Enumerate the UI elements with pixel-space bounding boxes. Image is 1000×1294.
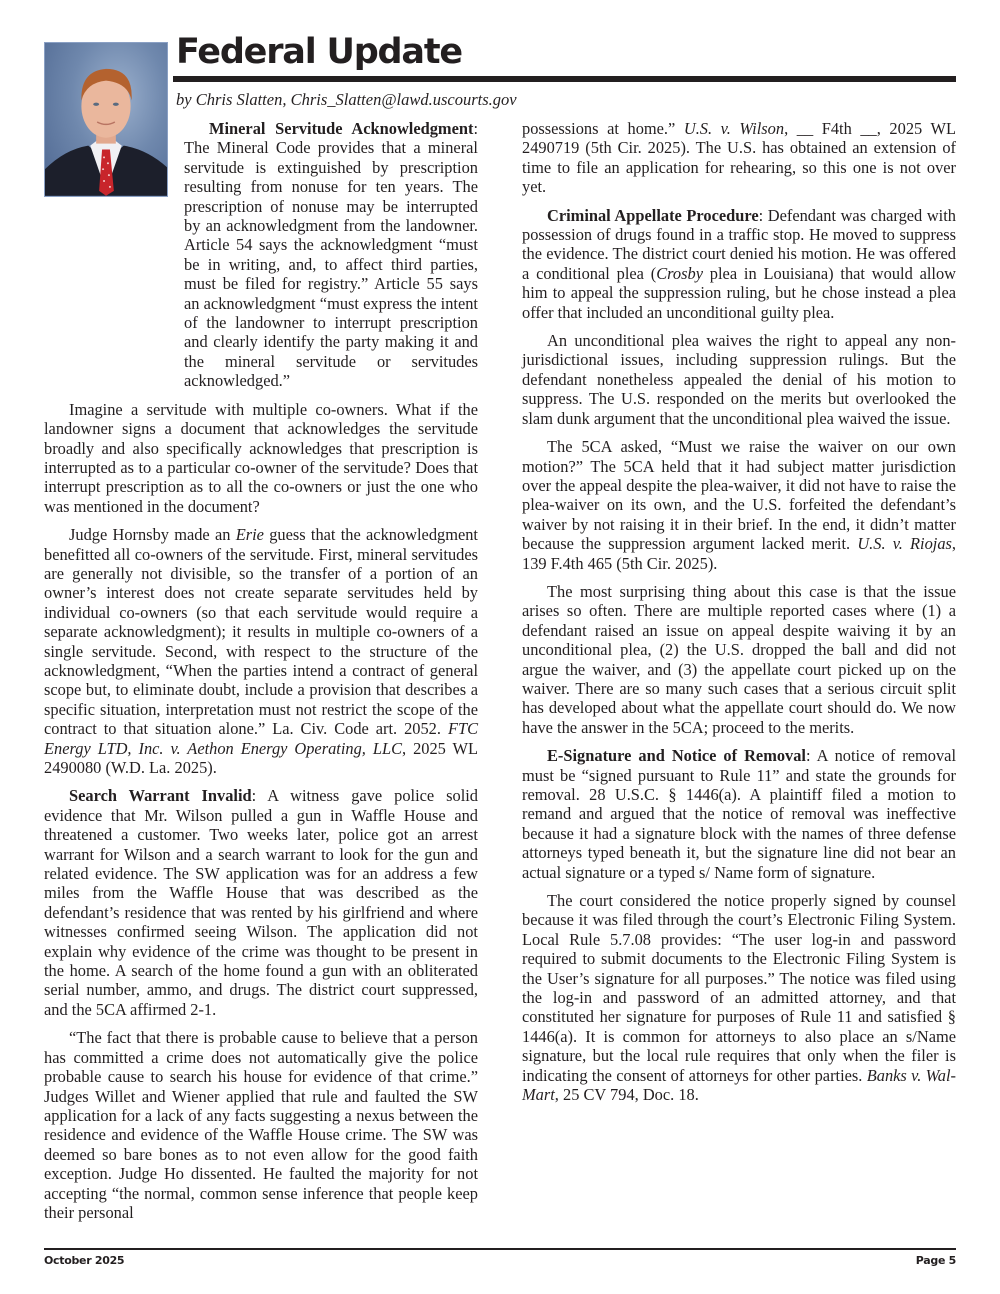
paragraph-hornsby <box>44 525 478 777</box>
citation: , 2025 WL 2490080 (W.D. La. 2025). <box>44 738 478 777</box>
paragraph-text: The 5CA asked, “Must we raise the waiver on our own motion?” The 5CA held that it had subject matter jurisdiction over the appeal despite the plea-waiver, it did not have to raise the plea-waiver on its own, and the U.S. forfeited the defendant’s waiver by not raising it in their brief. In the end, it didn’t matter because the suppression argument lacked merit. <box>522 437 956 554</box>
section-heading-mineral-servitude: Mineral Servitude Acknowledgment <box>209 119 474 138</box>
paragraph-court-considered <box>522 891 956 1104</box>
paragraph-text: Judge Hornsby made an <box>69 525 236 545</box>
paragraph-text: : Defendant was charged with possession of drugs found in a traffic stop. He moved to suppress the evidence. The district court denied his motion. He was offered a conditional plea ( <box>522 205 956 283</box>
photo-wrap-spacer <box>44 119 184 216</box>
paragraph-e-signature <box>522 746 956 882</box>
paragraph-5ca-asked <box>522 437 956 573</box>
paragraph-text: plea in Louisiana) that would allow him to appeal the suppression ruling, but he chose instead a plea offer that included an unconditional guilty plea. <box>522 263 956 322</box>
paragraph-search-warrant <box>44 786 478 1019</box>
paragraph-probable-cause: “The fact that there is probable cause to believe that a person has committed a crime does not automatically give the police probable cause to search his house for evidence of that crime.” Judges Willet and Wiener applied that rule and faulted the SW application for a lack of any facts suggesting a nexus between the residence and evidence of the Waffle House crime. The SW was deemed so bare bones as to not even allow for the good faith exception. Judge Ho dissented. He faulted the majority for not accepting “the normal, common sense inference that people keep their personal <box>44 1028 478 1222</box>
paragraph-text: possessions at home.” <box>522 119 684 138</box>
paragraph-wilson-continued <box>522 119 956 197</box>
paragraph-text: : A notice of removal must be “signed pursuant to Rule 11” and state the grounds for removal. 28 U.S.C. § 1446(a). A plaintiff filed a motion to remand and argued that the notice of removal was ineffective because it had a signature block with the names of three defense attorneys typed beneath it, but the signature line did not bear an actual signature or a typed s/ Name form of signature. <box>522 746 956 882</box>
section-heading-criminal-appellate: Criminal Appellate Procedure <box>547 205 759 225</box>
case-name: U.S. v. Wilson <box>683 119 785 138</box>
paragraph-text: guess that the acknowledgment benefitted all co-owners of the servitude. First, mineral servitudes are generally not divisible, so the transfer of a portion of an owner’s interest does not create separate servitudes held by individual co-owners (so that each servitude would require a separate acknowledgment); it results in multiple co-owners of a single servitude. Second, with respect to the structure of the acknowledgment, “When the parties intend a contract of general scope but, to eliminate doubt, include a provision that describes a specific situation, interpretation must not restrict the scope of the contract to that situation alone.” La. Civ. Code art. 2052. <box>44 525 478 739</box>
paragraph-mineral-servitude <box>184 119 478 391</box>
citation: , 25 CV 794, Doc. 18. <box>554 1085 699 1105</box>
paragraph-unconditional-plea: An unconditional plea waives the right to appeal any non-jurisdictional issues, including suppression rulings. But the defendant nonetheless appealed the denial of his motion to suppress. The U.S. responded on the merits but overlooked the slam dunk argument that the unconditional plea waived the issue. <box>522 331 956 428</box>
case-name: Banks v. Wal-Mart <box>522 1065 956 1105</box>
case-name: FTC Energy LTD, Inc. v. Aethon Energy Operating, LLC <box>44 719 478 758</box>
footer-divider <box>44 1248 956 1250</box>
case-name: U.S. v. Riojas <box>857 534 952 554</box>
title-divider <box>173 76 956 82</box>
italic-term: Crosby <box>656 263 703 283</box>
citation: , 139 F.4th 465 (5th Cir. 2025). <box>522 534 957 573</box>
left-column <box>44 119 478 1231</box>
paragraph-text: : The Mineral Code provides that a mineral servitude is extinguished by prescription resulting from nonuse for ten years. The prescription of nonuse may be interrupted by an acknowledgment from the landowner. Article 54 says the acknowledgment “must be in writing, and, to affect third parties, must be filed for registry.” Article 55 says an acknowledgment “must express the intent of the landowner to interrupt prescription and clearly identify the party making it and the mineral servitude or servitudes acknowledged.” <box>184 119 478 391</box>
footer-date: October 2025 <box>44 1254 125 1267</box>
author-byline: by Chris Slatten, Chris_Slatten@lawd.uscourts.gov <box>176 90 517 109</box>
section-heading-search-warrant: Search Warrant Invalid <box>69 786 252 806</box>
italic-term: Erie <box>235 525 264 545</box>
section-heading-e-signature: E-Signature and Notice of Removal <box>547 746 806 766</box>
page-number: Page 5 <box>915 1254 956 1267</box>
right-column <box>522 119 956 1114</box>
page-title: Federal Update <box>176 32 462 72</box>
paragraph-criminal-appellate <box>522 206 956 322</box>
paragraph-co-owners: Imagine a servitude with multiple co-owners. What if the landowner signs a document that acknowledges the servitude broadly and also specifically acknowledges that prescription is interrupted as to a particular co-owner of the servitude? Does that interrupt prescription as to all the co-owners or just the one who was mentioned in the document? <box>44 399 478 516</box>
paragraph-most-surprising: The most surprising thing about this case is that the issue arises so often. There are multiple reported cases where (1) a defendant raised an issue on appeal despite waiving it by an unconditional plea, (2) the U.S. dropped the ball and did not argue the waiver, and (3) the appellate court picked up on the waiver. There are so many such cases that a serious circuit split has developed about what the appellate court should do. We now have the answer in the 5CA; proceed to the merits. <box>522 581 956 737</box>
citation: , __ F4th __, 2025 WL 2490719 (5th Cir. 2025). The U.S. has obtained an extension of time to file an application for rehearing, so this one is not over yet. <box>522 119 956 197</box>
paragraph-text: The court considered the notice properly signed by counsel because it was filed through the court’s Electronic Filing System. Local Rule 5.7.08 provides: “The user log-in and password required to submit documents to the Electronic Filing System is the User’s signature for all purposes.” The notice was filed using the log-in and password of an admitted attorney, and that constituted her signature for purposes of Rule 11 and satisfied § 1446(a). It is common for attorneys to also place an s/Name signature, but the local rule requires that only when the filer is indicating the consent of attorneys for other parties. <box>522 891 956 1085</box>
paragraph-text: : A witness gave police solid evidence that Mr. Wilson pulled a gun in Waffle House and threatened a customer. Two weeks later, police got an arrest warrant for Wilson and a search warrant to look for the gun and related evidence. The SW application was for an address a few miles from the Waffle House that was described as the defendant’s residence that was rented by his girlfriend and where witnesses confirmed seeing Wilson. The application did not explain why evidence of the crime was thought to be present in the home. A search of the home found a gun with an obliterated serial number, ammo, and drugs. The district court suppressed, and the 5CA affirmed 2-1. <box>44 786 478 1019</box>
